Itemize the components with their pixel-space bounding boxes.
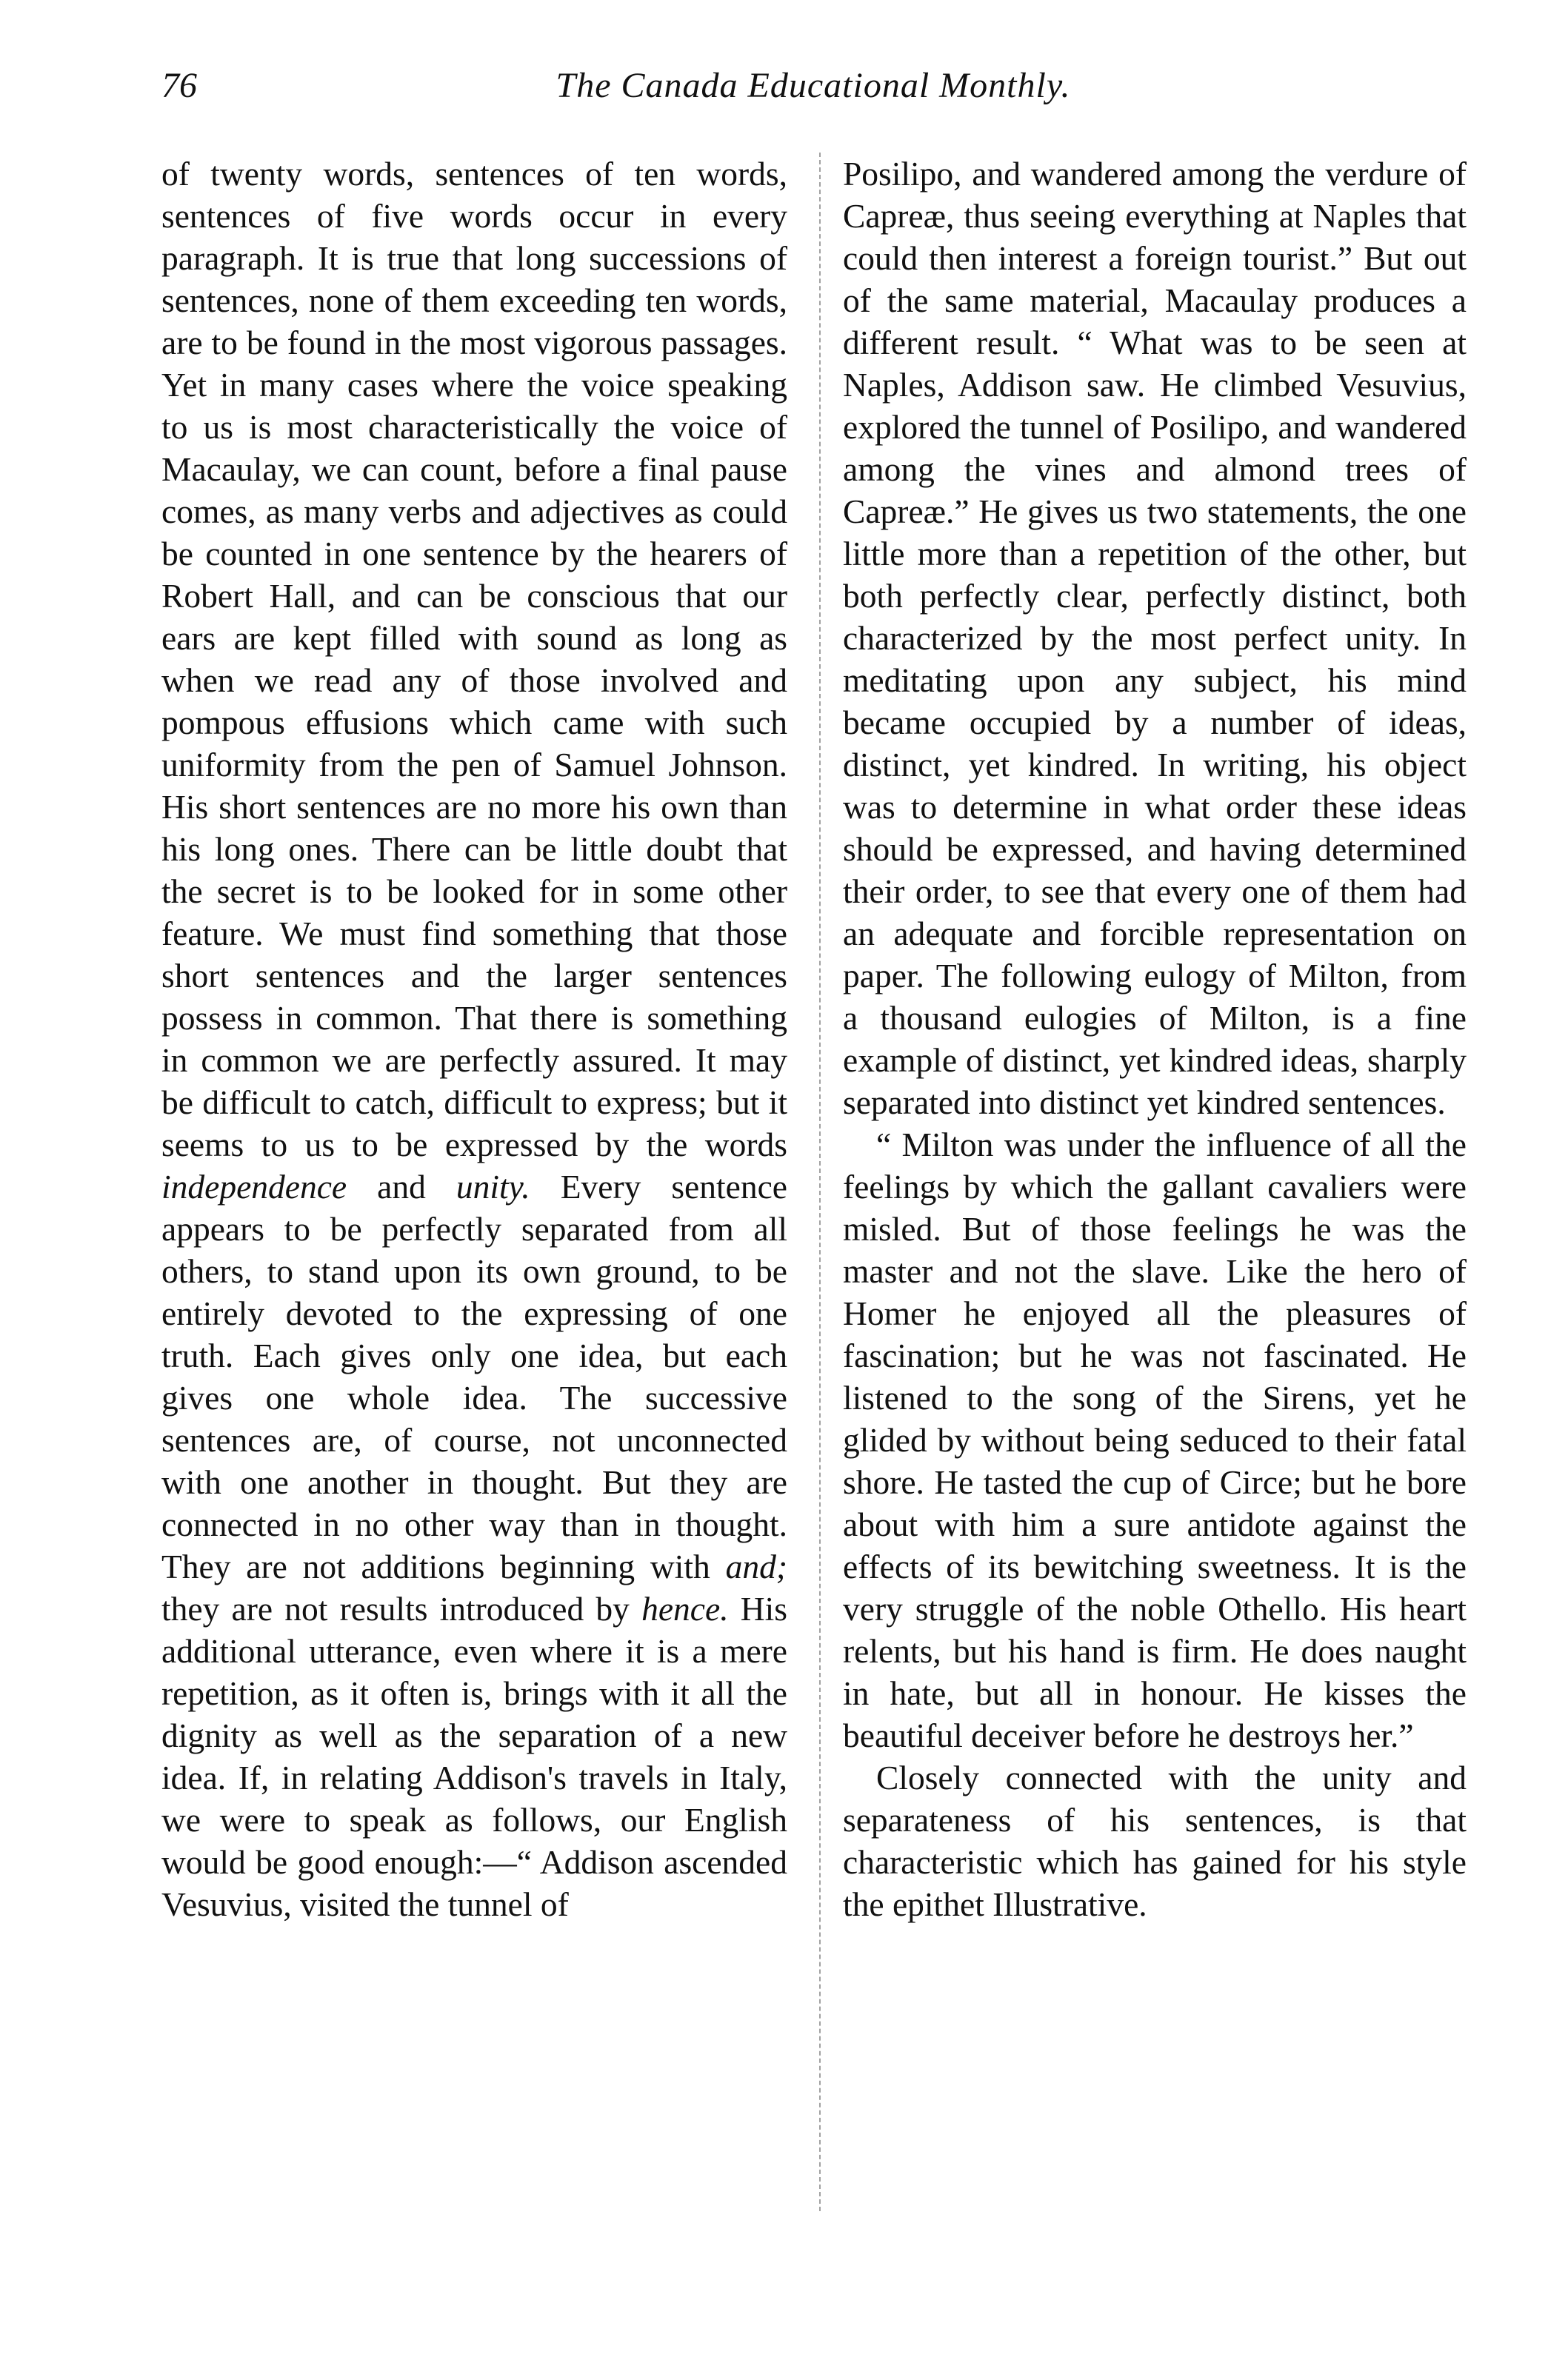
italic-word-hence: hence. [641, 1590, 729, 1628]
running-title: The Canada Educational Monthly. [556, 66, 1071, 105]
italic-word-independence: independence [161, 1168, 347, 1206]
italic-word-unity: unity. [456, 1168, 530, 1206]
left-column [161, 153, 787, 1925]
page-header [161, 65, 1465, 117]
right-paragraph-1: Posilipo, and wandered among the verdure of Capreæ, thus seeing everything at Naples that could then interest a foreign tourist.” But out of the same material, Macaulay produces a different result. “ What was to be seen at Naples, Addison saw. He climbed Vesuvius, explored the tunnel of Posilipo, and wandered among the vines and almond trees of Capreæ.” He gives us two statements, the one little more than a repetition of the other, but both perfectly clear, perfectly distinct, both characterized by the most perfect unity. In meditating upon any subject, his mind became occupied by a number of ideas, distinct, yet kindred. In writing, his object was to determine in what order these ideas should be expressed, and having determined their order, to see that every one of them had an adequate and forcible representation on paper. The following eulogy of Milton, from a thousand eulogies of Milton, is a fine example of distinct, yet kindred ideas, sharply separated into distinct yet kindred sentences. [843, 155, 1467, 1121]
milton-quotation: “ Milton was under the influence of all the feelings by which the gallant cavaliers were misled. But of those feelings he was the master and not the slave. Like the hero of Homer he enjoyed all the pleasures of fascination; but he was not fascinated. He listened to the song of the Sirens, yet he glided by without being seduced to their fatal shore. He tasted the cup of Circe; but he bore about with him a sure antidote against the effects of its bewitching sweetness. It is the very struggle of the noble Othello. His heart relents, but his hand is firm. He does naught in hate, but all in honour. He kisses the beautiful deceiver before he destroys her.” [843, 1126, 1467, 1754]
page-number: 76 [161, 66, 197, 105]
text-run: they are not results introduced by [161, 1590, 642, 1628]
column-divider [819, 153, 821, 2211]
text-run: of twenty words, sentences of ten words, sentences of five words occur in every paragraph. It is true that long successions of sentences, none of them exceeding ten words, are to be found in the most vigorous passages. Yet in many cases where the voice speaking to us is most characteristically the voice of Macaulay, we can count, before a final pause comes, as many verbs and adjectives as could be counted in one sentence by the hearers of Robert Hall, and can be conscious that our ears are kept filled with sound as long as when we read any of those involved and pompous effusions which came with such uniformity from the pen of Samuel Johnson. His short sentences are no more his own than his long ones. There can be little doubt that the secret is to be looked for in some other feature. We must find something that those short sentences and the larger sentences possess in common. That there is something in common we are perfectly assured. It may be difficult to catch, difficult to express; but it seems to us to be expressed by the words [161, 155, 787, 1163]
text-run: and [347, 1168, 456, 1206]
italic-word-and: and; [725, 1548, 787, 1585]
text-run: Every sentence appears to be perfectly separated from all others, to stand upon its own ground, to be entirely devoted to the expressing of one truth. Each gives only one idea, but each gives one whole idea. The successive sentences are, of course, not unconnected with one another in thought. But they are connected in no other way than in thought. They are not additions beginning with [161, 1168, 787, 1585]
right-column [843, 153, 1467, 1925]
text-run: His additional utterance, even where it is a mere repetition, as it often is, brings with it all the dignity as well as the separation of a new idea. If, in relating Addison's travels in Italy, we were to speak as follows, our English would be good enough:—“ Addison ascended Vesuvius, visited the tunnel of [161, 1590, 787, 1923]
right-paragraph-3: Closely connected with the unity and separateness of his sentences, is that characteristic which has gained for his style the epithet Illustrative. [843, 1759, 1467, 1923]
left-paragraph-1 [161, 153, 787, 1925]
